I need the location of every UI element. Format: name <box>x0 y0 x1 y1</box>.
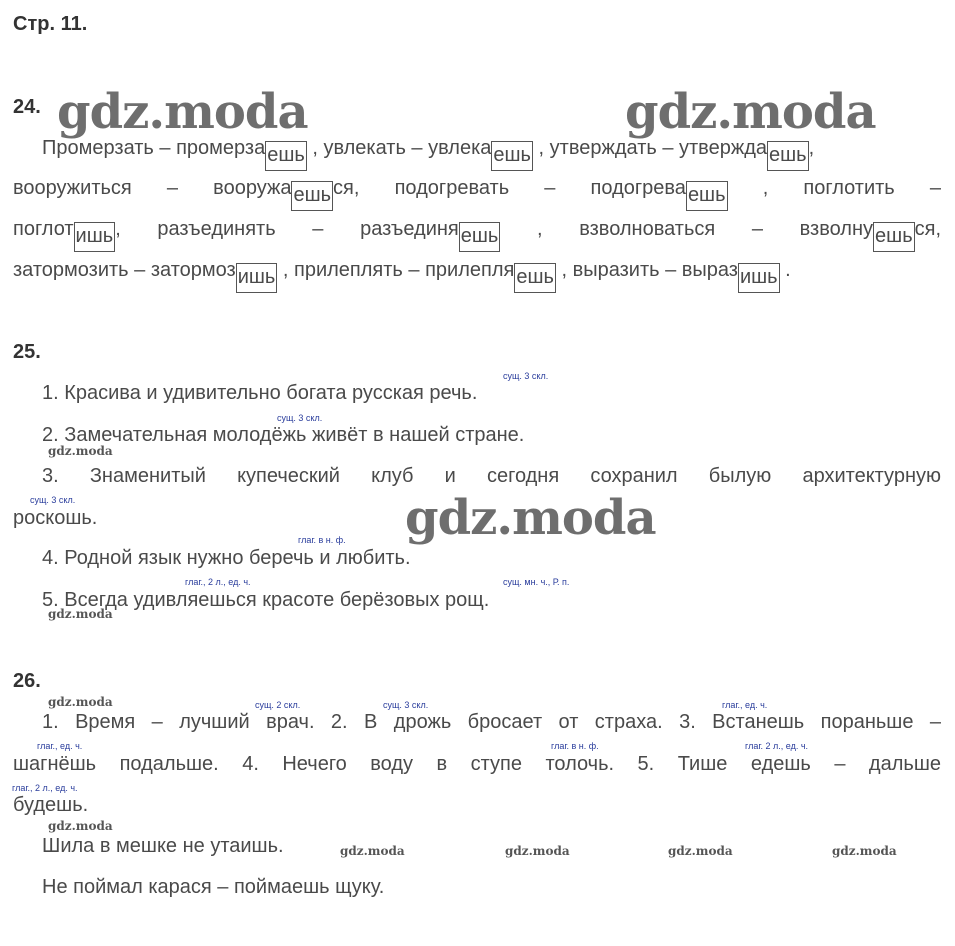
watermark-small: gdz.moda <box>505 844 570 858</box>
proverbs-line: 1. Время – лучший врач. 2. В дрожь бросает от страха. 3. Встанешь пораньше – <box>42 711 941 733</box>
ending-box: ешь <box>291 181 333 211</box>
grammar-note: сущ. 3 скл. <box>30 495 76 505</box>
exercise-number: 25. <box>13 341 41 363</box>
text: , прилеплять – прилепля <box>277 259 515 281</box>
ending-box: ешь <box>491 141 533 171</box>
text: , утверждать – утвержда <box>532 137 767 159</box>
watermark-large: gdz.moda <box>57 84 308 140</box>
grammar-note: сущ. 2 скл. <box>255 700 301 710</box>
watermark-small: gdz.moda <box>48 695 113 709</box>
text: поглот <box>13 218 74 240</box>
grammar-note: сущ. 3 скл. <box>503 371 549 381</box>
text: вооружиться – вооружа <box>13 177 292 199</box>
ex24-line-3 <box>13 217 941 252</box>
text: затормозить – затормоз <box>13 259 236 281</box>
page-header: Стр. 11. <box>13 13 88 35</box>
text: , поглотить – <box>727 177 941 199</box>
ending-box: ешь <box>514 263 556 293</box>
exercise-number: 24. <box>13 96 41 118</box>
proverbs-line: будешь. <box>13 794 89 816</box>
sentence: 2. Замечательная молодёжь живёт в нашей стране. <box>42 424 525 446</box>
sentence: 4. Родной язык нужно беречь и любить. <box>42 547 411 569</box>
ending-box: ишь <box>738 263 780 293</box>
ending-box: ешь <box>767 141 809 171</box>
ex24-line-4 <box>13 258 791 293</box>
ending-box: ишь <box>74 222 116 252</box>
exercise-number: 26. <box>13 670 41 692</box>
text: ся, <box>914 218 942 240</box>
grammar-note: сущ. 3 скл. <box>383 700 429 710</box>
text: , <box>808 137 815 159</box>
ending-box: ешь <box>265 141 307 171</box>
grammar-note: глаг., ед. ч. <box>722 700 768 710</box>
proverb: Не поймал карася – поймаешь щуку. <box>42 876 385 898</box>
grammar-note: глаг. в н. ф. <box>298 535 346 545</box>
proverb: Шила в мешке не утаишь. <box>42 835 284 857</box>
sentence: 5. Всегда удивляешься красоте берёзовых рощ. <box>42 589 490 611</box>
grammar-note: сущ. мн. ч., Р. п. <box>503 577 570 587</box>
watermark-small: gdz.moda <box>48 819 113 833</box>
grammar-note: глаг., 2 л., ед. ч. <box>185 577 251 587</box>
grammar-note: глаг. 2 л., ед. ч. <box>745 741 809 751</box>
grammar-note: глаг., 2 л., ед. ч. <box>12 783 78 793</box>
watermark-small: gdz.moda <box>668 844 733 858</box>
ending-box: ешь <box>873 222 915 252</box>
grammar-note: глаг., ед. ч. <box>37 741 83 751</box>
ending-box: ешь <box>686 181 728 211</box>
text: , выразить – выраз <box>555 259 738 281</box>
ex24-line-1 <box>42 136 814 171</box>
watermark-small: gdz.moda <box>832 844 897 858</box>
text: , взволноваться – взволну <box>500 218 874 240</box>
sentence: 3. Знаменитый купеческий клуб и сегодня сохранил былую архитектурную <box>42 465 941 487</box>
sentence: роскошь. <box>13 507 98 529</box>
text: . <box>779 259 791 281</box>
ending-box: ешь <box>459 222 501 252</box>
text: Промерзать – промерза <box>42 137 266 159</box>
grammar-note: сущ. 3 скл. <box>277 413 323 423</box>
watermark-small: gdz.moda <box>48 607 113 621</box>
ex24-line-2 <box>13 176 941 211</box>
text: , разъединять – разъединя <box>115 218 459 240</box>
ending-box: ишь <box>236 263 278 293</box>
grammar-note: глаг. в н. ф. <box>551 741 599 751</box>
text: ся, подогревать – подогрева <box>333 177 686 199</box>
watermark-small: gdz.moda <box>48 444 113 458</box>
watermark-large: gdz.moda <box>625 84 876 140</box>
sentence: 1. Красива и удивительно богата русская речь. <box>42 382 478 404</box>
watermark-large: gdz.moda <box>405 490 656 546</box>
text: , увлекать – увлека <box>306 137 492 159</box>
watermark-small: gdz.moda <box>340 844 405 858</box>
proverbs-line: шагнёшь подальше. 4. Нечего воду в ступе толочь. 5. Тише едешь – дальше <box>13 753 941 775</box>
